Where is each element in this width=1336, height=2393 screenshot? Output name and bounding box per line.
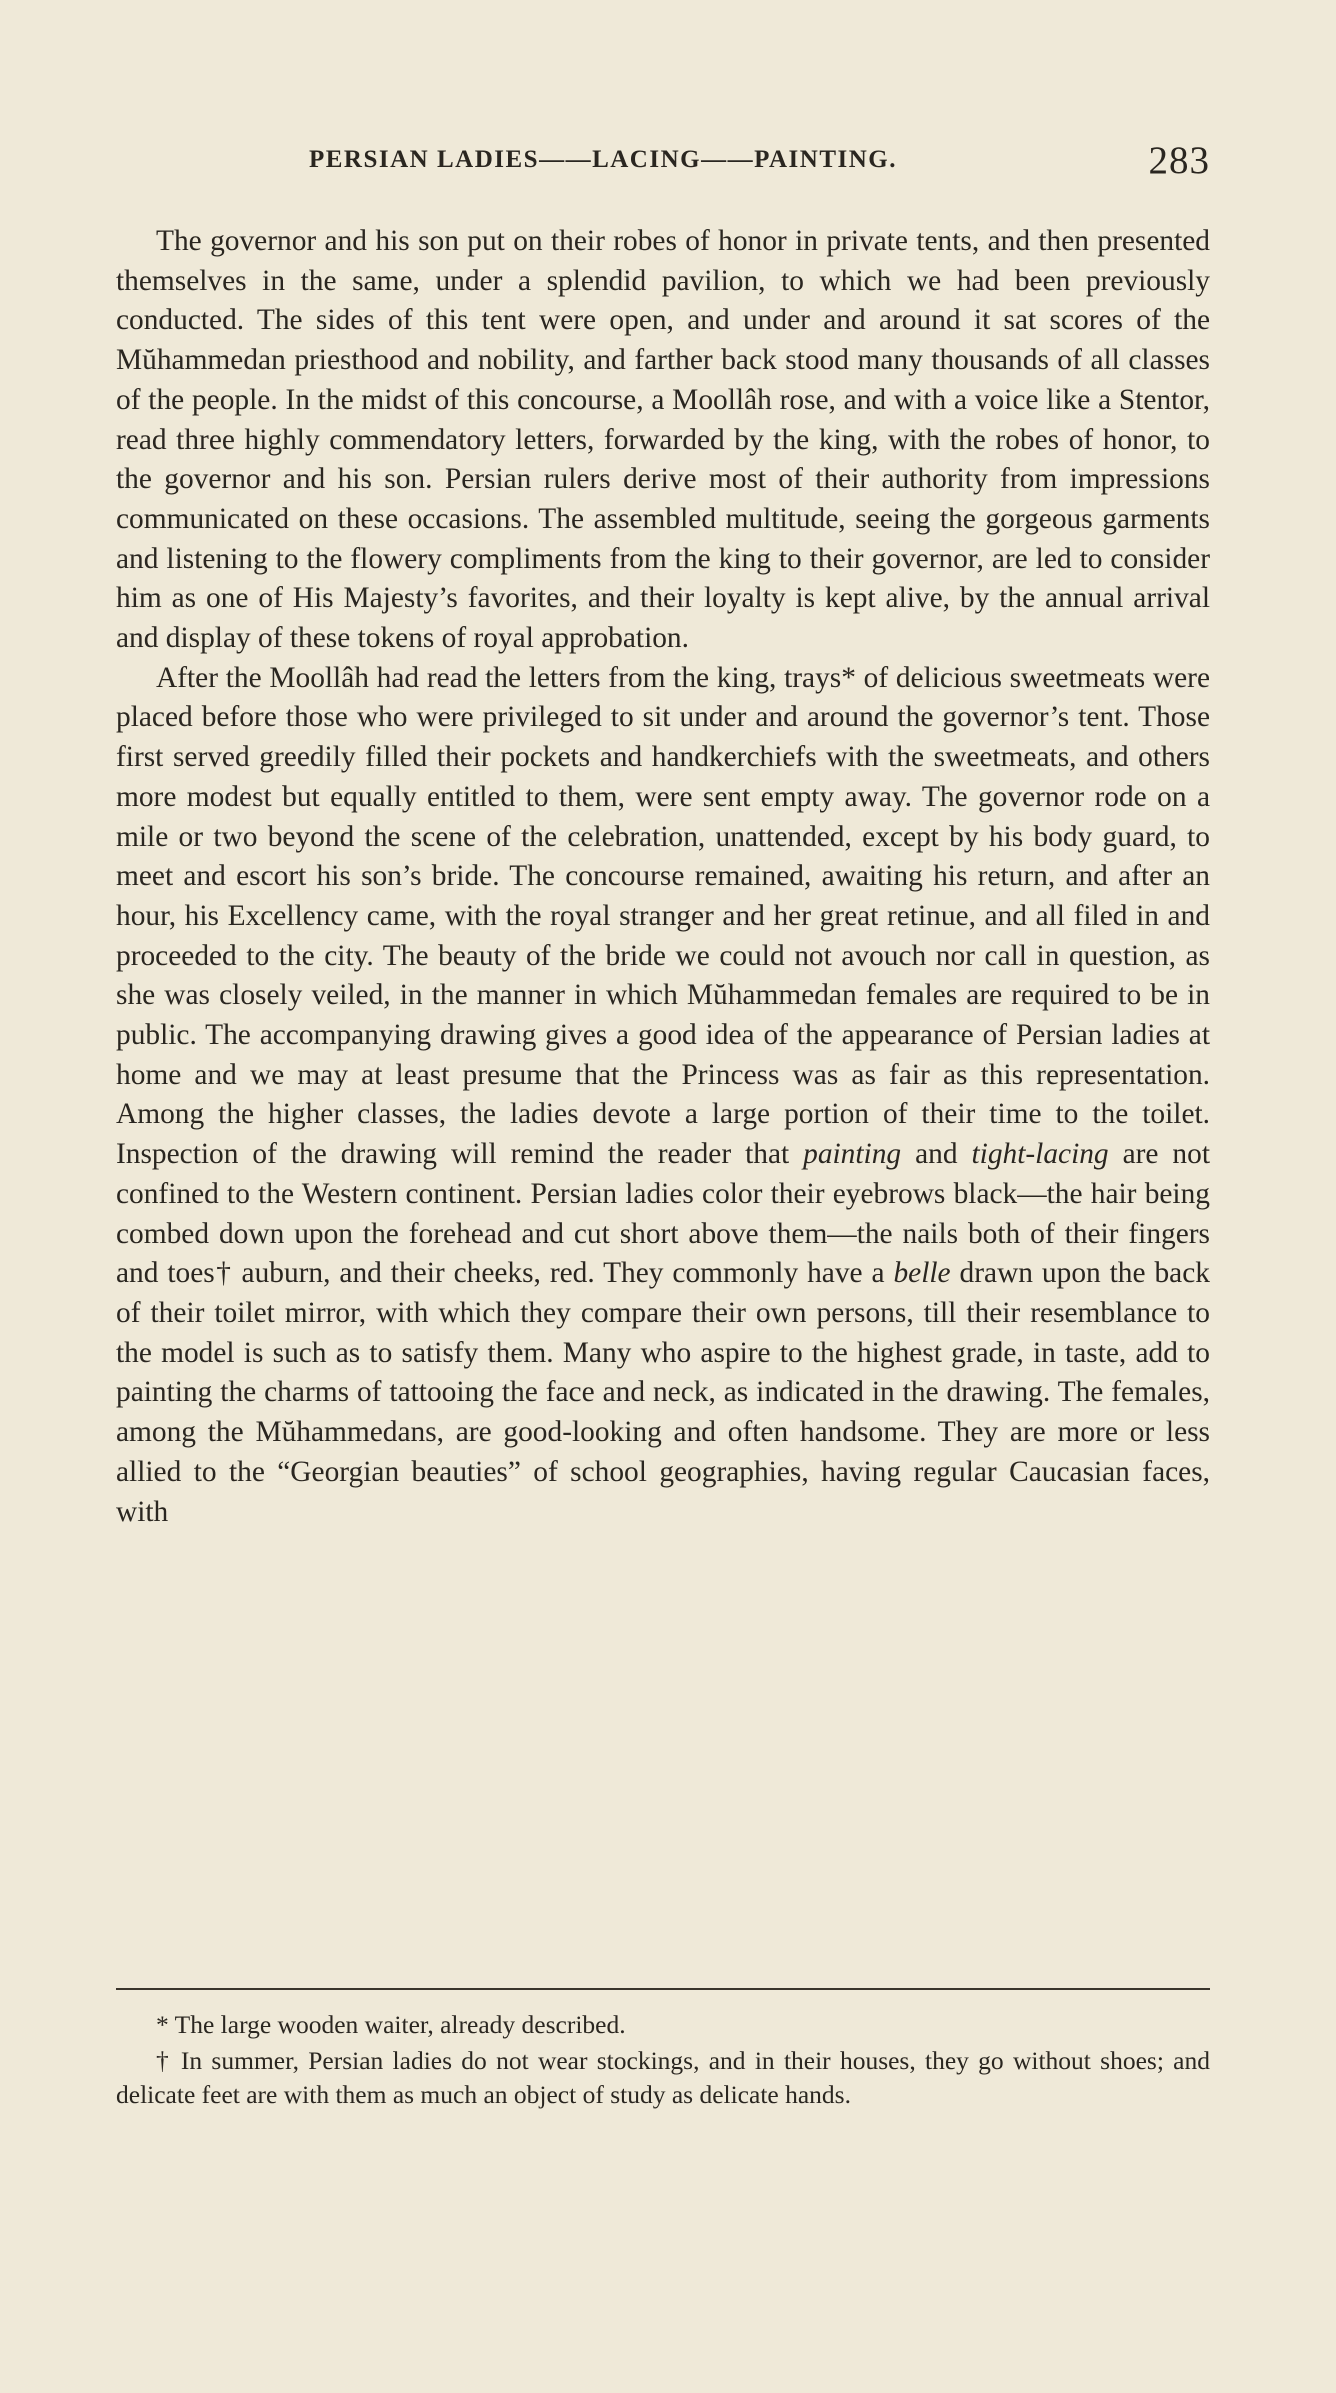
- running-head: [116, 138, 1210, 188]
- footnote-divider: [116, 1988, 1210, 1990]
- footnote-2: † In summer, Persian ladies do not wear stockings, and in their houses, they go without shoes; and delicate feet are with them as much an object of study as delicate hands.: [116, 2046, 1210, 2109]
- running-title: PERSIAN LADIES——LACING——PAINTING.: [308, 146, 897, 173]
- emphasis-belle: belle: [893, 1257, 951, 1290]
- paragraph-2-text-b: and: [915, 1138, 958, 1171]
- paragraph-2-text-c: are not confined to the Western continent. Persian ladies color their eyebrows black—the hair being combed down upon the forehead and cut short above them—the nails both of their fingers and toes† auburn, and their cheeks, red. They commonly have a: [116, 1138, 1210, 1290]
- footnotes: [116, 2008, 1210, 2114]
- page-number: 283: [1148, 139, 1210, 182]
- footnote-1: * The large wooden waiter, already described.: [156, 2010, 626, 2039]
- emphasis-painting: painting: [803, 1138, 902, 1171]
- paragraph-1: The governor and his son put on their robes of honor in private tents, and then presented themselves in the same, under a splendid pavilion, to which we had been previously conducted. The sides of this tent were open, and under and around it sat scores of the Mŭhammedan priesthood and nobility, and farther back stood many thousands of all classes of the people. In the midst of this concourse, a Moollâh rose, and with a voice like a Stentor, read three highly commendatory letters, forwarded by the king, with the robes of honor, to the governor and his son. Persian rulers derive most of their authority from impressions communicated on these occasions. The assembled multitude, seeing the gorgeous garments and listening to the flowery compliments from the king to their governor, are led to consider him as one of His Majesty’s favorites, and their loyalty is kept alive, by the annual arrival and display of these tokens of royal approbation.: [116, 225, 1210, 655]
- body-text: [116, 222, 1210, 1532]
- paragraph-2: [116, 659, 1210, 1532]
- paragraph-2-text-d: drawn upon the back of their toilet mirror, with which they compare their own persons, till their resemblance to the model is such as to satisfy them. Many who aspire to the highest grade, in taste, add to painting the charms of tattooing the face and neck, as indicated in the drawing. The females, among the Mŭhammedans, are good-looking and often handsome. They are more or less allied to the “Georgian beauties” of school geographies, having regular Caucasian faces, with: [116, 1257, 1210, 1528]
- paragraph-2-text-a: After the Moollâh had read the letters from the king, trays* of delicious sweetmeats were placed before those who were privileged to sit under and around the governor’s tent. Those first served greedily filled their pockets and handkerchiefs with the sweetmeats, and others more modest but equally entitled to them, were sent empty away. The governor rode on a mile or two beyond the scene of the celebration, unattended, except by his body guard, to meet and escort his son’s bride. The concourse remained, awaiting his return, and after an hour, his Excellency came, with the royal stranger and her great retinue, and all filed in and proceeded to the city. The beauty of the bride we could not avouch nor call in question, as she was closely veiled, in the manner in which Mŭhammedan females are required to be in public. The accompanying drawing gives a good idea of the appearance of Persian ladies at home and we may at least presume that the Princess was as fair as this representation. Among the higher classes, the ladies devote a large portion of their time to the toilet. Inspection of the drawing will remind the reader that: [116, 661, 1210, 1171]
- emphasis-tight-lacing: tight-lacing: [971, 1138, 1109, 1171]
